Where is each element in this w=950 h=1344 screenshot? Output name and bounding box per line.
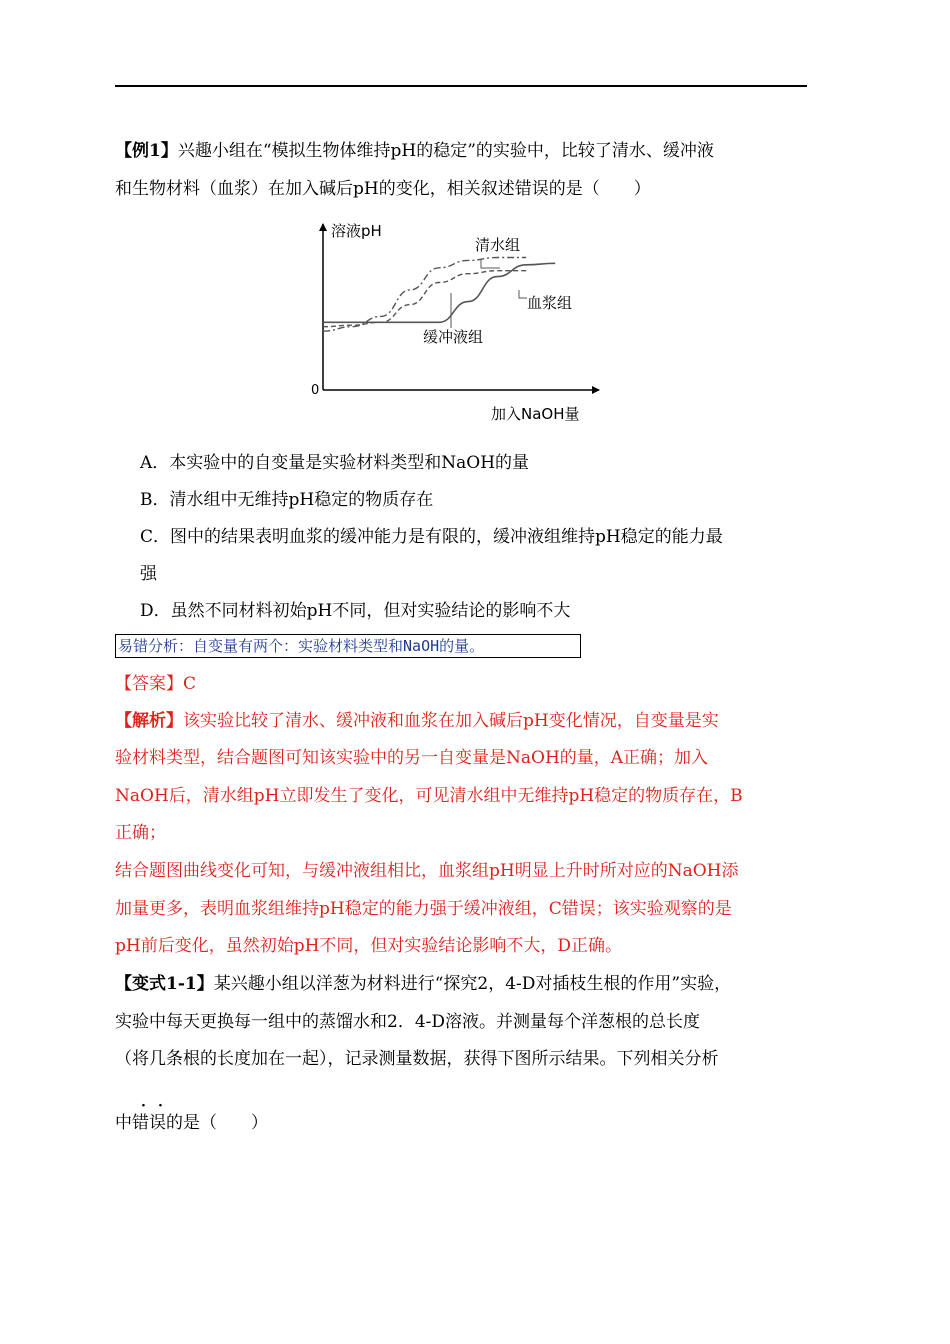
variant-line-4: 中错误的是（ ）: [115, 1113, 268, 1133]
analysis-line-1: [115, 710, 719, 732]
analysis-line-7: pH前后变化，虽然初始pH不同，但对实验结论影响不大，D正确。: [115, 936, 623, 956]
emphasis-dot-1: ·: [141, 1098, 146, 1114]
y-axis-label: 溶液pH: [331, 222, 382, 240]
option-d: D．虽然不同材料初始pH不同，但对实验结论的影响不大: [140, 601, 571, 621]
origin-label: 0: [311, 383, 320, 398]
header-rule: [115, 85, 807, 87]
option-c: C．图中的结果表明血浆的缓冲能力是有限的，缓冲液组维持pH稳定的能力最: [140, 527, 723, 547]
answer: 【答案】C: [115, 674, 197, 694]
variant-tag: 【变式1-1】: [115, 974, 214, 994]
series-label-plasma: 血浆组: [527, 294, 573, 312]
analysis-line-3: NaOH后，清水组pH立即发生了变化，可见清水组中无维持pH稳定的物质存在，B: [115, 786, 743, 806]
analysis-line-6: 加量更多，表明血浆组维持pH稳定的能力强于缓冲液组，C错误；该实验观察的是: [115, 899, 732, 919]
analysis-line-5: 结合题图曲线变化可知，与缓冲液组相比，血浆组pH明显上升时所对应的NaOH添: [115, 861, 739, 881]
question-tag: 【例1】: [115, 141, 178, 161]
ph-chart: [305, 218, 605, 428]
variant-text-1: 某兴趣小组以洋葱为材料进行“探究2，4-D对插枝生根的作用”实验，: [213, 974, 732, 994]
series-label-buffer: 缓冲液组: [423, 328, 484, 346]
series-label-water: 清水组: [475, 236, 521, 254]
variant-line-3: （将几条根的长度加在一起），记录测量数据，获得下图所示结果。下列相关分析: [115, 1049, 719, 1069]
analysis-line-4: 正确；: [115, 823, 166, 843]
option-a: A．本实验中的自变量是实验材料类型和NaOH的量: [140, 453, 530, 473]
variant-line-2: 实验中每天更换每一组中的蒸馏水和2．4-D溶液。并测量每个洋葱根的总长度: [115, 1012, 701, 1032]
emphasis-dot-2: ·: [158, 1098, 163, 1114]
analysis-line-2: 验材料类型，结合题图可知该实验中的另一自变量是NaOH的量，A正确；加入: [115, 748, 709, 768]
x-axis-label: 加入NaOH量: [491, 405, 580, 423]
variant-line-1: [115, 973, 731, 995]
option-c-continued: 强: [140, 564, 157, 584]
question-line-2: 和生物材料（血浆）在加入碱后pH的变化，相关叙述错误的是（ ）: [115, 179, 651, 199]
analysis-tag: 【解析】: [115, 711, 183, 731]
question-line-1: [115, 140, 714, 162]
analysis-text-1: 该实验比较了清水、缓冲液和血浆在加入碱后pH变化情况，自变量是实: [183, 711, 719, 731]
error-analysis-box: 易错分析：自变量有两个：实验材料类型和NaOH的量。: [115, 634, 581, 658]
question-text-1: 兴趣小组在“模拟生物体维持pH的稳定”的实验中，比较了清水、缓冲液: [177, 141, 714, 161]
option-b: B．清水组中无维持pH稳定的物质存在: [140, 490, 434, 510]
water-leader: [481, 260, 500, 268]
series-line-1: [323, 263, 555, 322]
plasma-leader: [519, 290, 527, 298]
